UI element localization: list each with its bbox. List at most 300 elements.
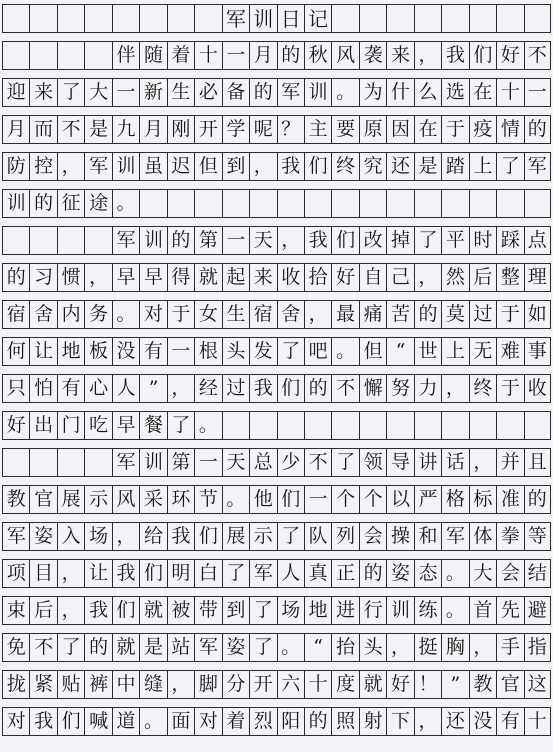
grid-cell: 一	[112, 79, 139, 106]
grid-cell: 终	[331, 153, 358, 180]
grid-cell: 阳	[277, 708, 304, 735]
grid-cell: 到	[222, 153, 249, 180]
grid-cell: 莫	[441, 301, 468, 328]
grid-cell: 世	[414, 338, 441, 365]
grid-cell: 军	[277, 79, 304, 106]
grid-cell: 苦	[386, 301, 413, 328]
grid-cell: 没	[469, 708, 496, 735]
grid-cell: 目	[29, 560, 56, 587]
grid-cell: 军	[2, 523, 29, 550]
grid-cell: 十	[194, 42, 221, 69]
grid-cell: 收	[524, 375, 551, 402]
grid-cell: 发	[249, 338, 276, 365]
grid-cell: 学	[222, 116, 249, 143]
grid-cell	[331, 412, 358, 439]
text-line	[2, 596, 551, 625]
grid-cell: 教	[2, 486, 29, 513]
text-line	[2, 78, 551, 107]
grid-cell	[84, 227, 111, 254]
grid-cell	[167, 190, 194, 217]
grid-cell: 到	[222, 597, 249, 624]
grid-cell: ，	[167, 375, 194, 402]
text-line	[2, 374, 551, 403]
grid-cell: 宿	[249, 301, 276, 328]
grid-cell: 己	[386, 264, 413, 291]
grid-cell: 真	[304, 560, 331, 587]
grid-cell	[29, 42, 56, 69]
grid-cell	[249, 412, 276, 439]
grid-cell: 开	[194, 116, 221, 143]
text-line	[2, 41, 551, 70]
grid-cell	[304, 412, 331, 439]
grid-cell: 展	[222, 523, 249, 550]
grid-cell	[524, 190, 551, 217]
grid-cell: 根	[194, 338, 221, 365]
grid-cell	[359, 190, 386, 217]
grid-cell: 展	[57, 486, 84, 513]
grid-cell	[194, 190, 221, 217]
grid-cell: ”	[441, 671, 468, 698]
grid-cell: 理	[524, 264, 551, 291]
grid-cell: 得	[167, 264, 194, 291]
grid-cell: 的	[2, 264, 29, 291]
grid-cell: 了	[331, 449, 358, 476]
grid-cell: 军	[84, 153, 111, 180]
grid-cell: 务	[84, 301, 111, 328]
text-line	[2, 522, 551, 551]
grid-cell: 场	[84, 523, 111, 550]
grid-cell: 九	[112, 116, 139, 143]
grid-cell: 们	[331, 227, 358, 254]
grid-cell: 们	[112, 597, 139, 624]
grid-cell: 导	[386, 449, 413, 476]
grid-cell: 然	[441, 264, 468, 291]
grid-cell: 格	[441, 486, 468, 513]
grid-cell: 宿	[2, 301, 29, 328]
grid-cell: 还	[386, 153, 413, 180]
grid-cell: 场	[277, 597, 304, 624]
grid-cell: 着	[167, 42, 194, 69]
grid-cell	[57, 449, 84, 476]
grid-cell: 训	[386, 597, 413, 624]
grid-cell: 最	[331, 301, 358, 328]
grid-cell	[194, 5, 221, 32]
grid-cell: 是	[139, 634, 166, 661]
grid-cell: 如	[524, 301, 551, 328]
grid-cell: ，	[57, 597, 84, 624]
grid-cell	[386, 5, 413, 32]
grid-cell: 军	[112, 449, 139, 476]
grid-cell: “	[304, 634, 331, 661]
text-line	[2, 411, 551, 440]
grid-cell: 整	[496, 264, 523, 291]
grid-cell: 中	[112, 671, 139, 698]
grid-cell: 就	[112, 634, 139, 661]
grid-cell: 着	[222, 708, 249, 735]
text-line	[2, 633, 551, 662]
grid-cell	[469, 412, 496, 439]
grid-cell: 有	[496, 708, 523, 735]
grid-cell: 避	[524, 597, 551, 624]
grid-cell: 出	[29, 412, 56, 439]
grid-cell: 们	[277, 375, 304, 402]
grid-cell: 控	[29, 153, 56, 180]
grid-cell: 教	[469, 671, 496, 698]
grid-cell: 在	[414, 116, 441, 143]
grid-cell: 首	[469, 597, 496, 624]
grid-cell	[139, 190, 166, 217]
grid-cell	[277, 412, 304, 439]
grid-cell: 为	[359, 79, 386, 106]
grid-cell: ，	[414, 42, 441, 69]
grid-cell: 不	[331, 375, 358, 402]
grid-cell: 训	[139, 227, 166, 254]
grid-cell: 采	[139, 486, 166, 513]
grid-cell: 改	[359, 227, 386, 254]
grid-cell: 开	[249, 671, 276, 698]
grid-cell: 不	[304, 449, 331, 476]
grid-cell: 队	[304, 523, 331, 550]
grid-cell: 女	[194, 301, 221, 328]
grid-cell: 掉	[386, 227, 413, 254]
grid-cell	[441, 412, 468, 439]
grid-cell: 有	[57, 375, 84, 402]
grid-cell: 会	[359, 523, 386, 550]
grid-cell: 道	[112, 708, 139, 735]
grid-cell: 吧	[304, 338, 331, 365]
grid-cell: 讲	[414, 449, 441, 476]
grid-cell: 地	[304, 597, 331, 624]
grid-cell: 还	[441, 708, 468, 735]
grid-cell: ，	[249, 153, 276, 180]
grid-cell: 痛	[359, 301, 386, 328]
grid-cell: 时	[469, 227, 496, 254]
grid-cell: 了	[496, 153, 523, 180]
grid-cell: 。	[194, 412, 221, 439]
grid-cell: 姿	[386, 560, 413, 587]
grid-cell: 第	[167, 449, 194, 476]
grid-cell: 紧	[29, 671, 56, 698]
grid-cell: 结	[524, 560, 551, 587]
grid-cell: 进	[331, 597, 358, 624]
grid-cell: 十	[524, 708, 551, 735]
grid-cell: 就	[194, 264, 221, 291]
grid-cell: 官	[29, 486, 56, 513]
grid-cell: 了	[277, 338, 304, 365]
grid-cell: 。	[222, 486, 249, 513]
grid-cell: 。	[139, 708, 166, 735]
grid-cell: 站	[167, 634, 194, 661]
grid-cell	[222, 412, 249, 439]
grid-cell: ，	[414, 708, 441, 735]
grid-cell: 舍	[277, 301, 304, 328]
grid-cell: 们	[57, 708, 84, 735]
grid-cell: 项	[2, 560, 29, 587]
grid-cell: 么	[414, 79, 441, 106]
grid-cell: 军	[194, 634, 221, 661]
grid-cell: 在	[469, 79, 496, 106]
grid-cell: 必	[194, 79, 221, 106]
grid-cell: 头	[359, 634, 386, 661]
grid-cell: 有	[139, 338, 166, 365]
grid-cell: 缝	[139, 671, 166, 698]
grid-cell: 了	[249, 634, 276, 661]
grid-cell: 的	[414, 301, 441, 328]
grid-cell: 练	[414, 597, 441, 624]
grid-cell	[277, 190, 304, 217]
grid-cell: 懈	[359, 375, 386, 402]
grid-cell: 没	[112, 338, 139, 365]
grid-cell: 人	[277, 560, 304, 587]
grid-cell: ，	[304, 301, 331, 328]
grid-cell: 第	[194, 227, 221, 254]
text-line	[2, 115, 551, 144]
grid-cell: 对	[2, 708, 29, 735]
grid-cell	[2, 5, 29, 32]
grid-cell: 来	[29, 79, 56, 106]
grid-cell: 和	[414, 523, 441, 550]
grid-cell	[441, 190, 468, 217]
grid-cell: 原	[359, 116, 386, 143]
grid-cell: 个	[331, 486, 358, 513]
grid-cell: 军	[441, 523, 468, 550]
grid-cell: 伴	[112, 42, 139, 69]
grid-cell: 惯	[57, 264, 84, 291]
grid-cell: 防	[2, 153, 29, 180]
grid-cell: 点	[524, 227, 551, 254]
grid-cell: 白	[194, 560, 221, 587]
grid-cell: 一	[222, 42, 249, 69]
grid-cell: ，	[414, 264, 441, 291]
grid-cell: 他	[249, 486, 276, 513]
grid-cell	[112, 5, 139, 32]
grid-cell: 带	[194, 597, 221, 624]
grid-cell: 拾	[304, 264, 331, 291]
grid-cell: 们	[139, 560, 166, 587]
grid-cell: 操	[386, 523, 413, 550]
text-line	[2, 337, 551, 366]
grid-cell: 努	[386, 375, 413, 402]
grid-cell: 于	[496, 301, 523, 328]
grid-cell: 月	[249, 42, 276, 69]
text-line	[2, 300, 551, 329]
grid-cell: 手	[496, 634, 523, 661]
grid-cell: 而	[29, 116, 56, 143]
grid-cell: 。	[441, 560, 468, 587]
grid-cell: 。	[112, 190, 139, 217]
grid-cell: 的	[304, 708, 331, 735]
grid-cell: 我	[441, 42, 468, 69]
grid-cell: 了	[277, 523, 304, 550]
grid-cell: 选	[441, 79, 468, 106]
grid-cell	[57, 227, 84, 254]
grid-cell	[331, 5, 358, 32]
grid-cell: 就	[139, 597, 166, 624]
grid-cell: 上	[469, 153, 496, 180]
grid-cell: ，	[469, 634, 496, 661]
grid-cell: 日	[277, 5, 304, 32]
grid-cell: 话	[441, 449, 468, 476]
grid-cell: 的	[277, 42, 304, 69]
grid-cell: 早	[139, 264, 166, 291]
grid-cell: 要	[331, 116, 358, 143]
grid-cell: 个	[359, 486, 386, 513]
grid-cell: 力	[414, 375, 441, 402]
grid-cell: 好	[496, 42, 523, 69]
grid-cell: “	[386, 338, 413, 365]
grid-cell: 军	[222, 5, 249, 32]
grid-cell: 度	[331, 671, 358, 698]
grid-cell: 记	[304, 5, 331, 32]
grid-cell	[222, 190, 249, 217]
grid-cell: 踩	[496, 227, 523, 254]
grid-cell: 了	[57, 634, 84, 661]
grid-cell: 迟	[167, 153, 194, 180]
grid-cell	[139, 5, 166, 32]
grid-cell: 了	[222, 560, 249, 587]
grid-cell: 生	[222, 301, 249, 328]
grid-cell: ，	[386, 634, 413, 661]
text-line	[2, 559, 551, 588]
grid-cell: 头	[222, 338, 249, 365]
grid-cell: 下	[386, 708, 413, 735]
grid-cell: 备	[222, 79, 249, 106]
grid-cell: 训	[249, 5, 276, 32]
grid-cell: 究	[359, 153, 386, 180]
text-line	[2, 152, 551, 181]
grid-cell: 会	[496, 560, 523, 587]
grid-cell: 先	[496, 597, 523, 624]
grid-cell: 主	[304, 116, 331, 143]
grid-cell: ”	[139, 375, 166, 402]
grid-cell: 上	[441, 338, 468, 365]
grid-cell: 途	[84, 190, 111, 217]
grid-cell: 裤	[84, 671, 111, 698]
grid-cell: 示	[249, 523, 276, 550]
grid-cell: 拢	[2, 671, 29, 698]
grid-cell: 平	[441, 227, 468, 254]
grid-cell	[84, 42, 111, 69]
grid-cell: 训	[112, 153, 139, 180]
grid-cell: 态	[414, 560, 441, 587]
grid-cell: 大	[84, 79, 111, 106]
grid-cell: 们	[194, 523, 221, 550]
grid-cell: ，	[84, 264, 111, 291]
grid-cell	[496, 412, 523, 439]
grid-cell: 拳	[496, 523, 523, 550]
grid-cell: 怕	[29, 375, 56, 402]
grid-cell: 收	[277, 264, 304, 291]
grid-cell: 官	[496, 671, 523, 698]
grid-cell: 严	[414, 486, 441, 513]
grid-cell: 正	[331, 560, 358, 587]
grid-cell: 的	[359, 560, 386, 587]
text-line	[2, 670, 551, 699]
grid-cell	[386, 412, 413, 439]
grid-cell: 大	[469, 560, 496, 587]
text-line	[2, 707, 551, 736]
grid-cell: 不	[29, 634, 56, 661]
grid-cell: 生	[167, 79, 194, 106]
grid-cell: 们	[469, 42, 496, 69]
grid-cell: 于	[496, 375, 523, 402]
grid-cell	[57, 5, 84, 32]
grid-cell: 随	[139, 42, 166, 69]
grid-cell: 板	[84, 338, 111, 365]
grid-cell: 好	[2, 412, 29, 439]
grid-cell: 我	[167, 523, 194, 550]
grid-cell: 餐	[139, 412, 166, 439]
grid-cell: 什	[386, 79, 413, 106]
grid-cell: 的	[249, 79, 276, 106]
grid-cell: 这	[524, 671, 551, 698]
grid-cell: 疫	[469, 116, 496, 143]
grid-cell: ！	[414, 671, 441, 698]
grid-cell	[304, 190, 331, 217]
grid-cell: 风	[112, 486, 139, 513]
grid-cell: 了	[167, 412, 194, 439]
grid-cell: 天	[222, 449, 249, 476]
grid-cell: 吃	[84, 412, 111, 439]
grid-cell: 对	[194, 708, 221, 735]
grid-cell: 面	[167, 708, 194, 735]
grid-cell: 秋	[304, 42, 331, 69]
grid-cell: 踏	[441, 153, 468, 180]
grid-cell: 们	[277, 486, 304, 513]
grid-cell: 束	[2, 597, 29, 624]
grid-cell: 呢	[249, 116, 276, 143]
grid-cell: 一	[222, 227, 249, 254]
grid-cell: 姿	[29, 523, 56, 550]
grid-cell: 的	[29, 190, 56, 217]
grid-cell: 我	[112, 560, 139, 587]
grid-cell: 让	[29, 338, 56, 365]
grid-cell: 的	[304, 375, 331, 402]
grid-cell: 征	[57, 190, 84, 217]
grid-cell: 起	[222, 264, 249, 291]
grid-cell: 喊	[84, 708, 111, 735]
grid-cell: 。	[441, 597, 468, 624]
grid-cell: 军	[524, 153, 551, 180]
grid-cell: 以	[386, 486, 413, 513]
grid-cell: 好	[386, 671, 413, 698]
grid-cell: 来	[386, 42, 413, 69]
grid-cell: 事	[524, 338, 551, 365]
grid-cell: 行	[359, 597, 386, 624]
grid-cell: 是	[414, 153, 441, 180]
grid-cell: 无	[469, 338, 496, 365]
grid-cell: 贴	[57, 671, 84, 698]
grid-cell: 分	[222, 671, 249, 698]
grid-cell: 自	[359, 264, 386, 291]
grid-cell	[469, 190, 496, 217]
grid-cell: 风	[331, 42, 358, 69]
grid-cell: 月	[2, 116, 29, 143]
grid-cell: 示	[84, 486, 111, 513]
grid-cell: 被	[167, 597, 194, 624]
grid-cell: 体	[469, 523, 496, 550]
grid-cell: 难	[496, 338, 523, 365]
grid-cell	[414, 5, 441, 32]
grid-cell	[414, 412, 441, 439]
grid-cell: ，	[167, 671, 194, 698]
text-line	[2, 189, 551, 218]
grid-cell: 一	[304, 486, 331, 513]
grid-cell: ，	[277, 227, 304, 254]
grid-cell: 且	[524, 449, 551, 476]
grid-cell: 但	[194, 153, 221, 180]
grid-cell: 准	[496, 486, 523, 513]
